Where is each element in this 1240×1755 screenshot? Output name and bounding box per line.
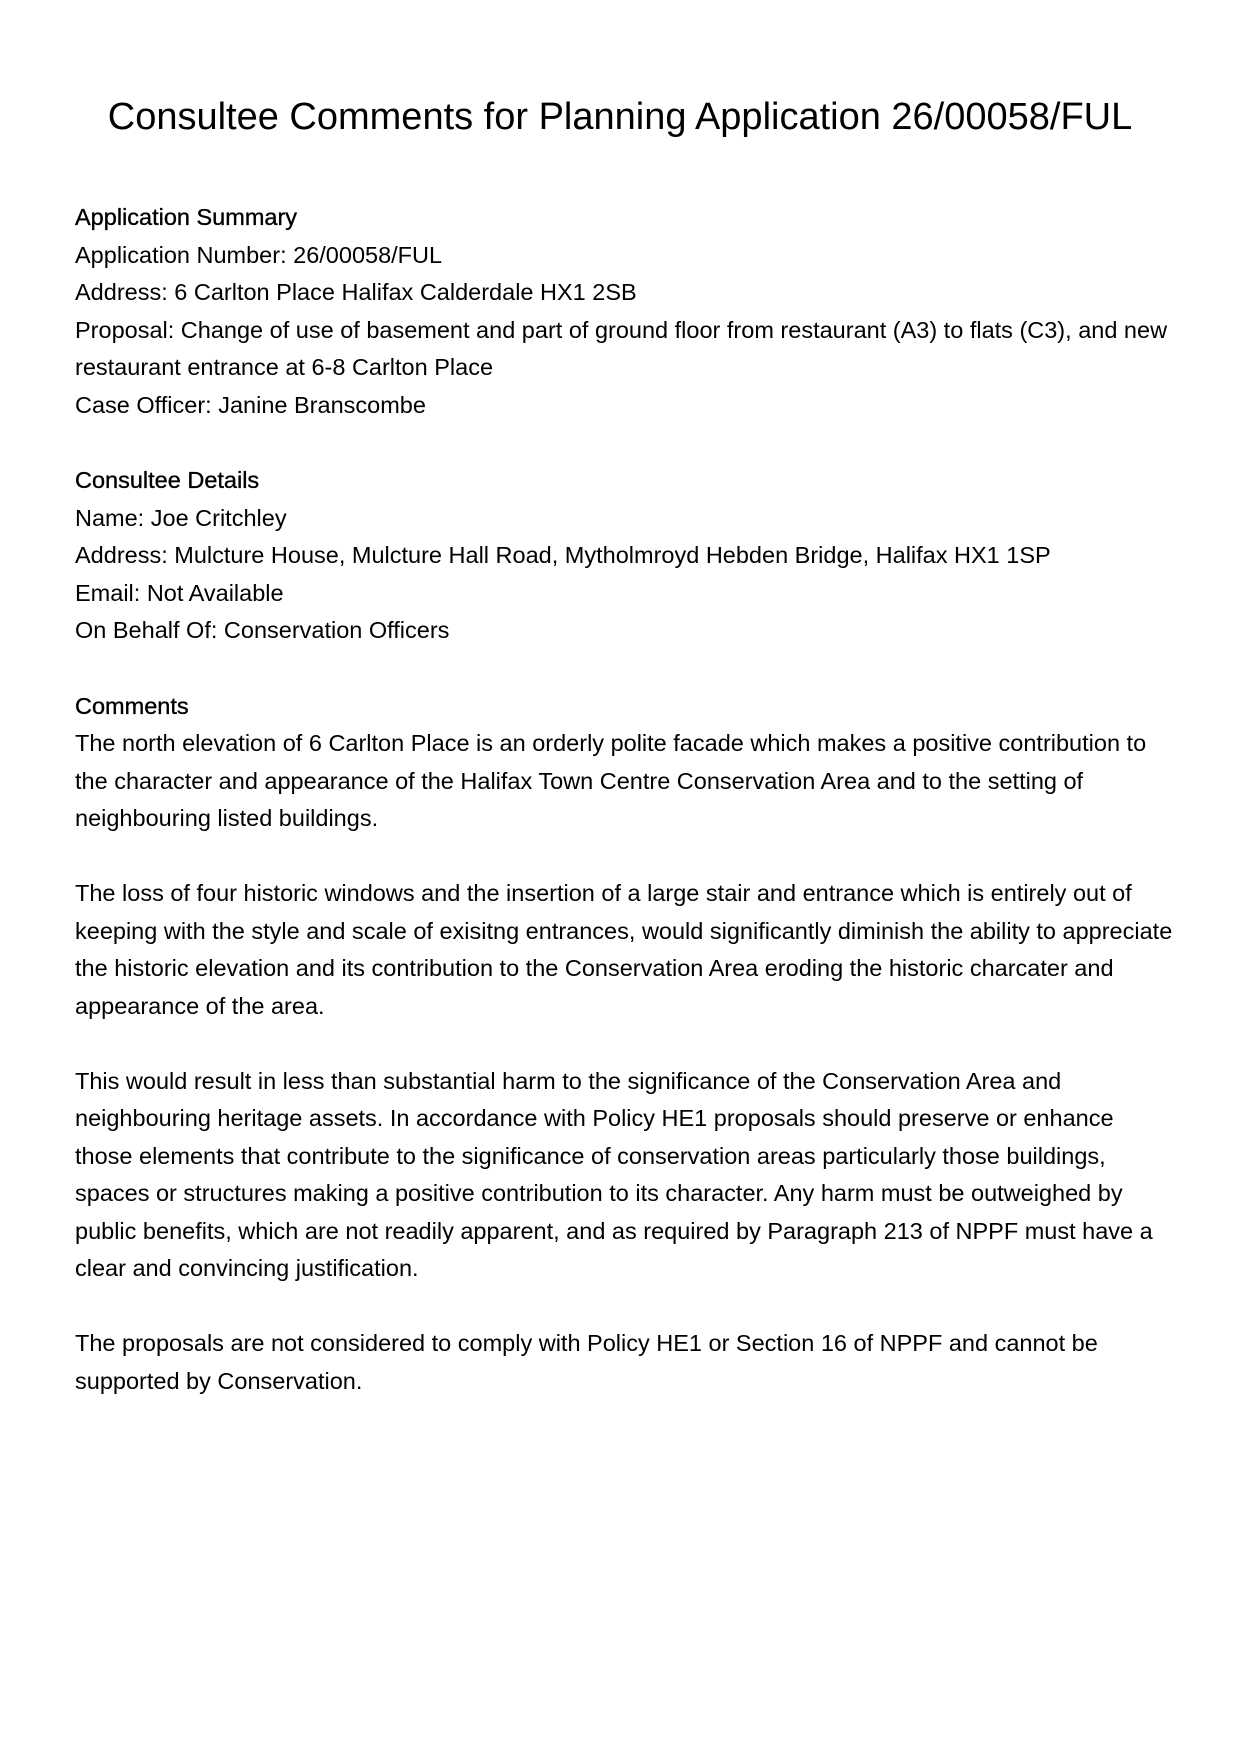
consultee-address: Address: Mulcture House, Mulcture Hall Road, Mytholmroyd Hebden Bridge, Halifax HX1 1SP [75,542,1051,568]
application-summary-heading: Application Summary [75,204,298,230]
comment-paragraph: The loss of four historic windows and the insertion of a large stair and entrance which is entirely out of keeping with the style and scale of exisitng entrances, would significantly diminish the ability to appreciate the historic elevation and its contribution to the Conservation Area eroding the historic charcater and appearance of the area. [75,880,1173,1019]
consultee-email: Email: Not Available [75,579,284,606]
case-officer: Case Officer: Janine Branscombe [75,391,426,418]
application-summary-section [75,199,1175,424]
comments-heading: Comments [75,692,189,719]
consultee-name: Name: Joe Critchley [75,504,287,531]
consultee-on-behalf-of: On Behalf Of: Conservation Officers [75,617,450,643]
document-body [75,199,1175,1438]
comment-paragraph: The proposals are not considered to comply with Policy HE1 or Section 16 of NPPF and cannot be supported by Conservation. [75,1330,1098,1394]
application-number: Application Number: 26/00058/FUL [75,241,443,268]
consultee-details-heading: Consultee Details [75,467,260,493]
application-proposal: Proposal: Change of use of basement and part of ground floor from restaurant (A3) to flats (C3), and new restaurant entrance at 6-8 Carlton Place [75,316,1168,380]
application-address: Address: 6 Carlton Place Halifax Calderdale HX1 2SB [75,279,637,305]
comments-section [75,688,1175,1401]
page-title: Consultee Comments for Planning Application 26/00058/FUL [107,96,1133,138]
comment-paragraph: This would result in less than substantial harm to the significance of the Conservation Area and neighbouring heritage assets. In accordance with Policy HE1 proposals should preserve or enhance those elements that contribute to the significance of conservation areas particularly those buildings, spaces or structures making a positive contribution to its character. Any harm must be outweighed by public benefits, which are not readily apparent, and as required by Paragraph 213 of NPPF must have a clear and convincing justification. [75,1067,1153,1281]
consultee-details-section [75,462,1175,650]
comment-paragraph: The north elevation of 6 Carlton Place is an orderly polite facade which makes a positive contribution to the character and appearance of the Halifax Town Centre Conservation Area and to the setting of neighbouring listed buildings. [75,730,1147,831]
